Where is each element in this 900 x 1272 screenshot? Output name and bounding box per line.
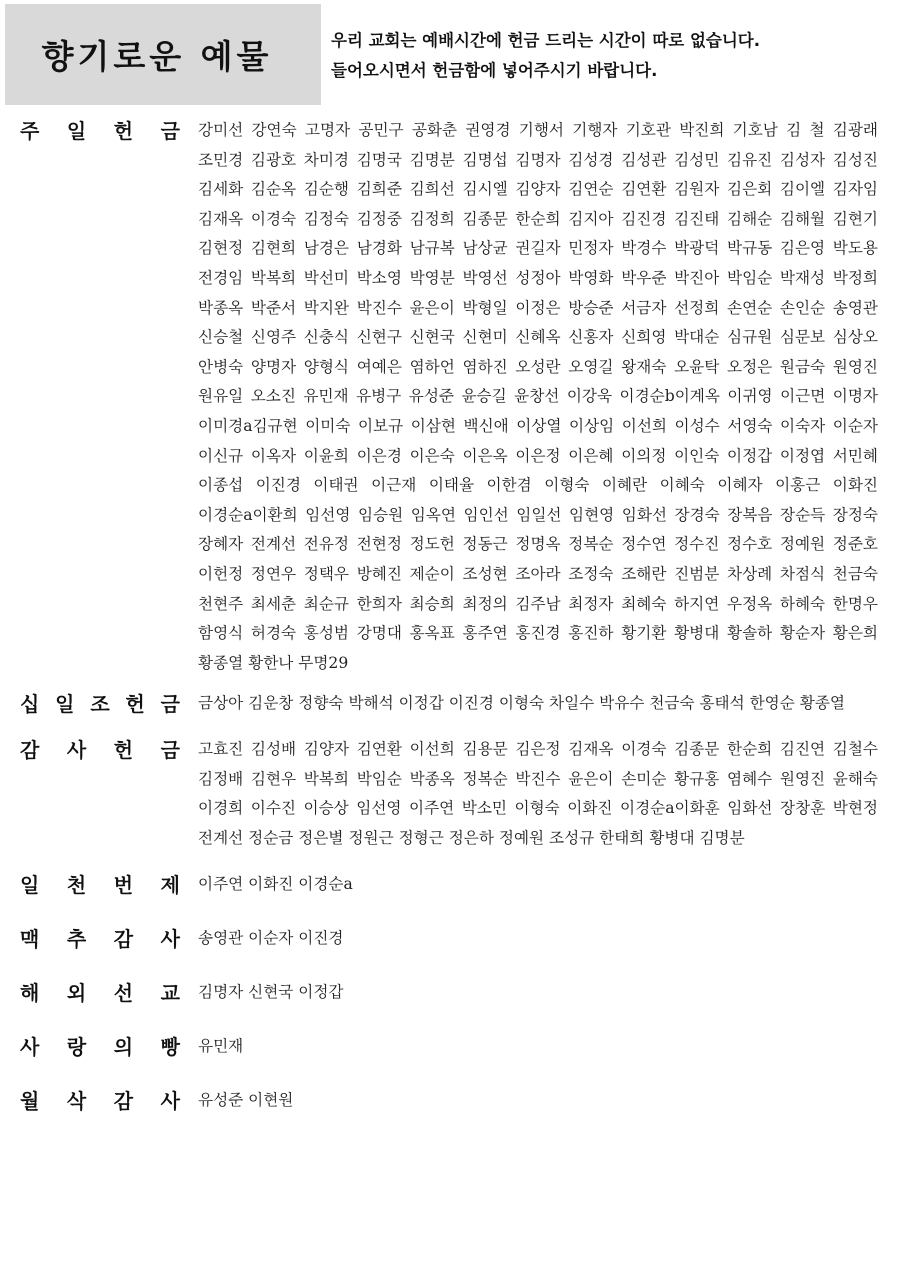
section-label: 월 삭 감 사	[20, 1088, 180, 1113]
section-label: 맥 추 감 사	[20, 926, 180, 951]
donor-names: 송영관 이순자 이진경	[198, 928, 344, 947]
section-monthly-thanks	[0, 1086, 900, 1116]
title-box	[5, 4, 321, 105]
donor-names: 이주연 이화진 이경순a	[198, 874, 353, 893]
notice-line: 우리 교회는 예배시간에 헌금 드리는 시간이 따로 없습니다.	[331, 31, 761, 50]
section-thanksgiving	[0, 735, 900, 853]
donor-names: 김명자 신현국 이정갑	[198, 982, 344, 1001]
donor-names: 금상아 김운창 정향숙 박해석 이정갑 이진경 이형숙 차일수 박유수 천금숙 홍태석 한영순 황종열	[198, 694, 845, 713]
section-label: 사 랑 의 빵	[20, 1034, 180, 1059]
offering-notice	[331, 26, 891, 86]
section-label: 십 일 조 헌 금	[20, 692, 180, 717]
section-label: 해 외 선 교	[20, 980, 180, 1005]
section-bread-of-love	[0, 1032, 900, 1062]
donor-names: 고효진 김성배 김양자 김연환 이선희 김용문 김은정 김재옥 이경숙 김종문 한순희 김진연 김철수 김정배 김현우 박복희 박임순 박종옥 정복순 박진수 윤은이 손미순 황규홍 염혜수 원영진 윤해숙 이경희 이수진 이승상 임선영 이주연 박소민 이형숙 이화진 이경순a이화훈 임화선 장창훈 박현정 전계선 정순금 정은별 정원근 정형근 정은하 정예원 조성규 한태희 황병대 김명분	[198, 740, 878, 848]
section-label: 일 천 번 제	[20, 872, 180, 897]
donor-names: 강미선 강연숙 고명자 공민구 공화춘 권영경 기행서 기행자 기호관 박진희 기호남 김 철 김광래 조민경 김광호 차미경 김명국 김명분 김명섭 김명자 김성경 김성관 김성민 김유진 김성자 김성진 김세화 김순옥 김순행 김희준 김희선 김시엘 김양자 김연순 김연환 김원자 김은회 김이엘 김자임 김재옥 이경숙 김정숙 김정중 김정희 김종문 한순희 김지아 김진경 김진태 김해순 김해월 김현기 김현정 김현희 남경은 남경화 남규복 남상균 권길자 민정자 박경수 박광덕 박규동 김은영 박도용 전경임 박복희 박선미 박소영 박영분 박영선 성정아 박영화 박우준 박진아 박임순 박재성 박정희 박종옥 박준서 박지완 박진수 윤은이 박형일 이정은 방승준 서금자 선정희 손연순 손인순 송영관 신승철 신영주 신충식 신현구 신현국 신현미 신혜옥 신홍자 신희영 박대순 심규원 심문보 심상오 안병숙 양명자 양형식 여예은 염하언 염하진 오성란 오영길 왕재숙 오윤탁 오정은 원금숙 원영진 원유일 오소진 유민재 유병구 유성준 윤승길 윤창선 이강욱 이경순b이계옥 이귀영 이근면 이명자 이미경a김규현 이미숙 이보규 이삼현 백신애 이상열 이상임 이선희 이성수 서영숙 이숙자 이순자 이신규 이옥자 이윤희 이은경 이은숙 이은옥 이은정 이은혜 이의정 이인숙 이정갑 이정엽 서민혜 이종섭 이진경 이태권 이근재 이태율 이한겸 이형숙 이혜란 이혜숙 이혜자 이홍근 이화진 이경순a이환희 임선영 임승원 임옥연 임인선 임일선 임현영 임화선 장경숙 장복음 장순득 장정숙 장혜자 전계선 전유정 전현정 정도헌 정동근 정명옥 정복순 정수연 정수진 정수호 정예원 정준호 이헌정 정연우 정택우 방혜진 제순이 조성현 조아라 조정숙 조해란 진범분 차상례 차점식 천금숙 천현주 최세춘 최순규 한희자 최승희 최정의 김주남 최정자 최혜숙 하지연 우정옥 하혜숙 한명우 함영식 허경숙 홍성범 강명대 홍옥표 홍주연 홍진경 홍진하 황기환 황병대 황솔하 황순자 황은희 황종열 황한나 무명29	[198, 121, 878, 672]
section-harvest-thanks	[0, 924, 900, 954]
donor-names: 유성준 이현원	[198, 1090, 294, 1109]
donor-names: 유민재	[198, 1036, 244, 1055]
section-ilcheon-beonje	[0, 870, 900, 900]
section-label: 감 사 헌 금	[20, 738, 180, 763]
section-label: 주 일 헌 금	[20, 119, 180, 143]
notice-line: 들어오시면서 헌금함에 넣어주시기 바랍니다.	[331, 61, 658, 80]
section-tithe	[0, 689, 900, 719]
page-title: 향기로운 예물	[41, 37, 273, 76]
offering-sections	[0, 116, 900, 1116]
section-overseas-mission	[0, 978, 900, 1008]
page-header	[0, 0, 900, 105]
section-sunday-offering	[0, 116, 900, 678]
